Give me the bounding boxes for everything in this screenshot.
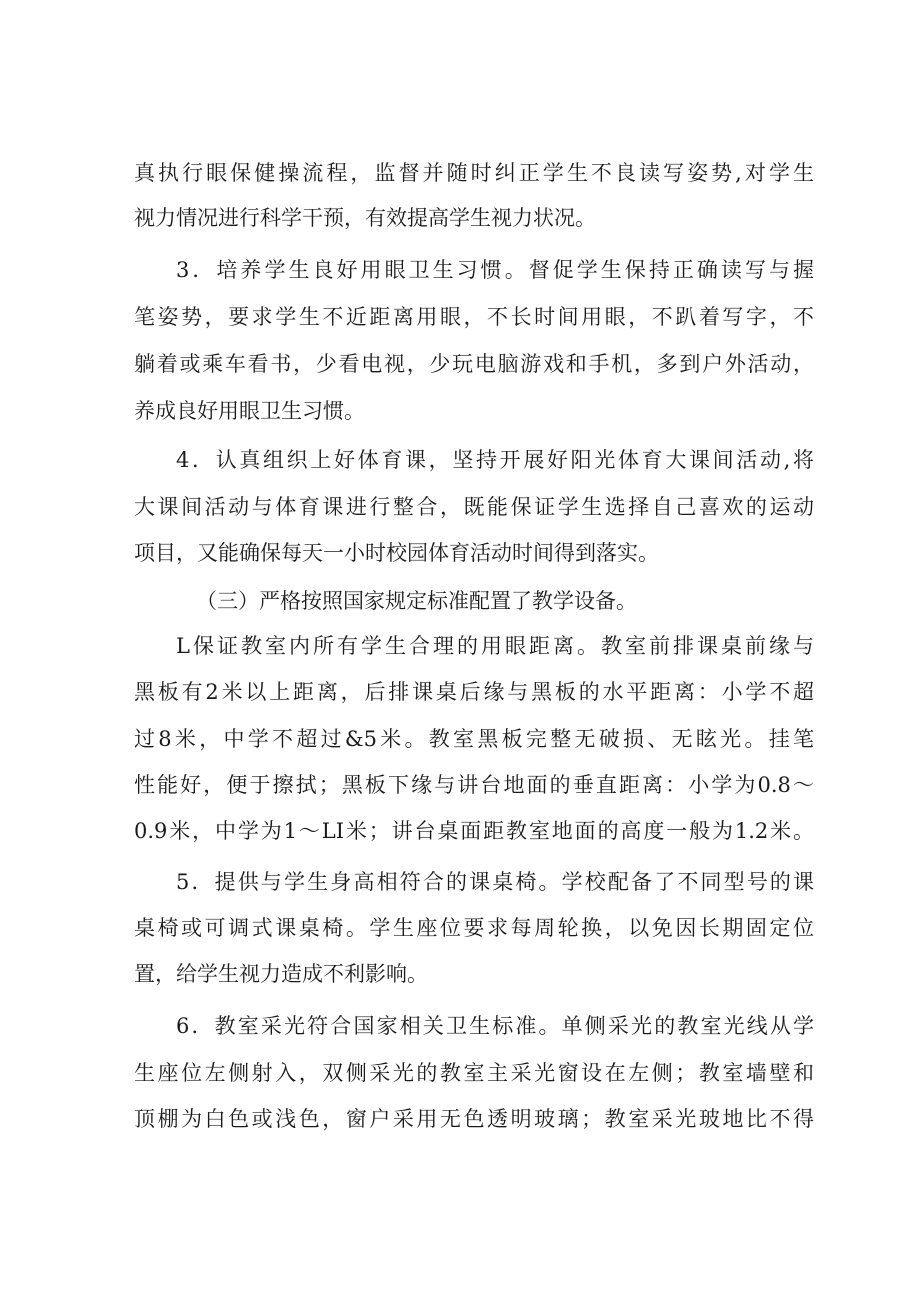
text-line: 过8米，中学不超过&5米。教室黑板完整无破损、无眩光。挂笔: [134, 727, 814, 751]
text-line: 真执行眼保健操流程，监督并随时纠正学生不良读写姿势,对学生: [134, 161, 814, 185]
text-line: 0.9米，中学为1～LI米；讲台桌面距教室地面的高度一般为1.2米。: [134, 819, 814, 843]
text-line: 置，给学生视力造成不利影响。: [134, 962, 428, 986]
text-line: L保证教室内所有学生合理的用眼距离。教室前排课桌前缘与: [176, 634, 814, 658]
text-line: 生座位左侧射入，双侧采光的教室主采光窗设在左侧；教室墙壁和: [134, 1061, 814, 1085]
text-line: 4．认真组织上好体育课，坚持开展好阳光体育大课间活动,将: [176, 448, 814, 472]
text-line: 养成良好用眼卫生习惯。: [134, 399, 365, 423]
text-line: 视力情况进行科学干预，有效提高学生视力状况。: [134, 206, 596, 230]
text-line: 6．教室采光符合国家相关卫生标准。单侧采光的教室光线从学: [176, 1014, 814, 1038]
text-line: 笔姿势，要求学生不近距离用眼，不长时间用眼，不趴着写字，不: [134, 305, 814, 329]
text-line: 性能好，便于擦拭；黑板下缘与讲台地面的垂直距离：小学为0.8～: [134, 773, 814, 797]
text-line: 5．提供与学生身高相符合的课桌椅。学校配备了不同型号的课: [176, 870, 814, 894]
section-heading: （三）严格按照国家规定标准配置了教学设备。: [196, 589, 637, 613]
text-line: 躺着或乘车看书，少看电视，少玩电脑游戏和手机，多到户外活动，: [134, 352, 814, 376]
text-line: 黑板有2米以上距离，后排课桌后缘与黑板的水平距离：小学不超: [134, 680, 814, 704]
text-line: 3．培养学生良好用眼卫生习惯。督促学生保持正确读写与握: [176, 258, 814, 282]
text-line: 项目，又能确保每天一小时校园体育活动时间得到落实。: [134, 541, 659, 565]
text-line: 大课间活动与体育课进行整合，既能保证学生选择自己喜欢的运动: [134, 495, 814, 519]
text-line: 桌椅或可调式课桌椅。学生座位要求每周轮换，以免因长期固定位: [134, 916, 814, 940]
text-line: 顶棚为白色或浅色，窗户采用无色透明玻璃；教室采光玻地比不得: [134, 1107, 814, 1131]
